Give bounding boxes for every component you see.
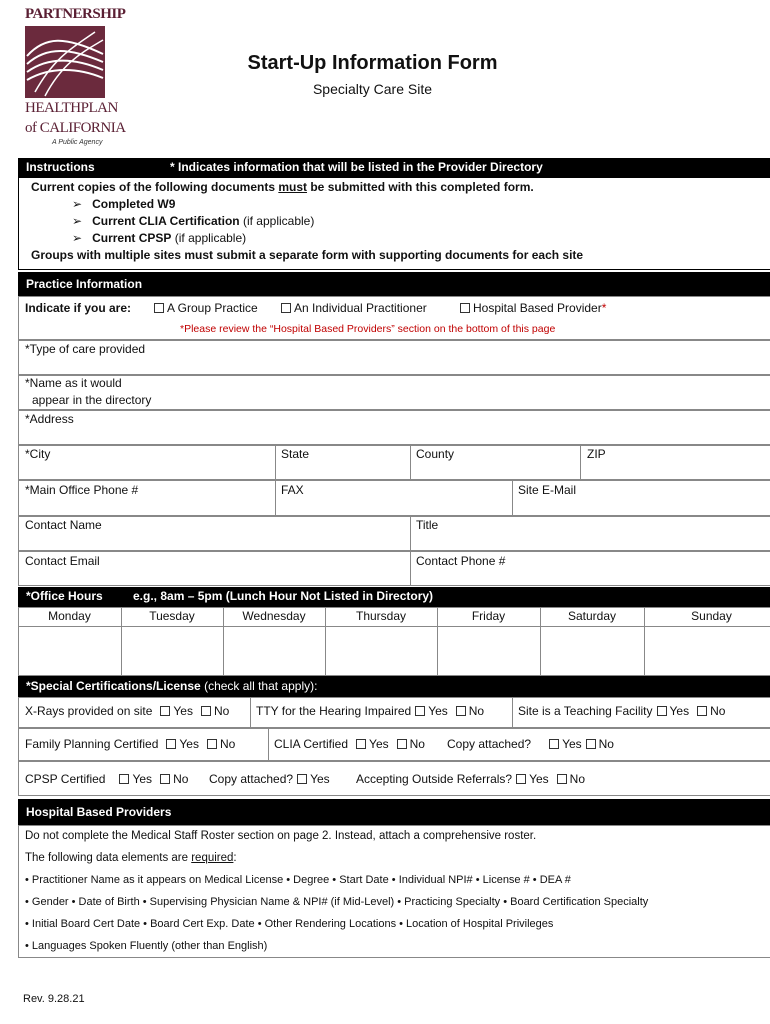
cpsp-yes-checkbox[interactable] <box>119 774 129 784</box>
clia-question: CLIA Certified Yes No <box>274 737 425 751</box>
family-no-checkbox[interactable] <box>207 739 217 749</box>
cpsp-copy-question: Copy attached? Yes <box>209 772 330 786</box>
county-label[interactable]: County <box>416 447 455 461</box>
clia-yes-checkbox[interactable] <box>356 739 366 749</box>
practice-title: Practice Information <box>26 277 143 291</box>
tty-no-checkbox[interactable] <box>456 706 466 716</box>
instructions-label: Instructions <box>26 160 95 174</box>
name-label-line-1: *Name as it would <box>25 376 122 390</box>
address-label: *Address <box>25 412 74 426</box>
bullet-arrow-icon: ➢ <box>72 197 83 211</box>
day-thursday: Thursday <box>355 609 407 623</box>
hospital-elements-row-3: • Initial Board Cert Date • Board Cert Exp. Date • Other Rendering Locations • Location of Hospital Privileges <box>25 918 554 930</box>
day-tuesday: Tuesday <box>149 609 195 623</box>
office-hours-example: e.g., 8am – 5pm (Lunch Hour Not Listed in Directory) <box>133 589 434 603</box>
title-label[interactable]: Title <box>416 518 439 532</box>
tty-yes-checkbox[interactable] <box>415 706 425 716</box>
instructions-item-2: ➢ Current CLIA Certification (if applicable) <box>72 214 315 228</box>
xrays-question: X-Rays provided on site Yes No <box>25 704 230 718</box>
xrays-yes-checkbox[interactable] <box>160 706 170 716</box>
day-wednesday: Wednesday <box>242 609 306 623</box>
office-hours-title: *Office Hours <box>26 589 103 603</box>
teaching-no-checkbox[interactable] <box>697 706 707 716</box>
contact-email-label[interactable]: Contact Email <box>25 554 100 568</box>
address-field[interactable] <box>18 410 770 445</box>
type-of-care-label: *Type of care provided <box>25 342 146 356</box>
logo-line-2: HEALTHPLAN <box>25 100 118 116</box>
phone-label[interactable]: *Main Office Phone # <box>25 483 139 497</box>
contact-phone-label[interactable]: Contact Phone # <box>416 554 506 568</box>
clia-copy-yes-checkbox[interactable] <box>549 739 559 749</box>
logo-tagline: A Public Agency <box>52 139 103 146</box>
checkbox[interactable] <box>460 303 470 313</box>
cpsp-copy-yes-checkbox[interactable] <box>297 774 307 784</box>
review-note: *Please review the “Hospital Based Providers” section on the bottom of this page <box>180 323 556 335</box>
clia-copy-no-checkbox[interactable] <box>586 739 596 749</box>
logo-line-1: PARTNERSHIP <box>25 6 126 22</box>
name-label-line-2: appear in the directory <box>32 393 152 407</box>
page-title: Start-Up Information Form <box>247 52 498 74</box>
certifications-bar: *Special Certifications/License (check all that apply): <box>18 676 770 697</box>
groups-note: Groups with multiple sites must submit a separate form with supporting documents for each site <box>31 248 584 262</box>
page-subtitle: Specialty Care Site <box>312 81 433 97</box>
fax-label[interactable]: FAX <box>281 483 304 497</box>
hospital-line-1: Do not complete the Medical Staff Roster section on page 2. Instead, attach a comprehensive roster. <box>25 830 537 842</box>
contact-name-row <box>18 516 770 551</box>
day-sunday: Sunday <box>691 609 732 623</box>
city-label[interactable]: *City <box>25 447 51 461</box>
xrays-no-checkbox[interactable] <box>201 706 211 716</box>
hospital-elements-row-4: • Languages Spoken Fluently (other than English) <box>25 940 268 952</box>
day-saturday: Saturday <box>567 609 617 623</box>
cpsp-no-checkbox[interactable] <box>160 774 170 784</box>
option-group-practice[interactable]: A Group Practice <box>150 301 258 315</box>
instructions-line-1: Current copies of the following documents must be submitted with this completed form. <box>31 180 534 194</box>
day-monday: Monday <box>48 609 91 623</box>
clia-copy-question: Copy attached? Yes No <box>447 737 614 751</box>
contact-name-label[interactable]: Contact Name <box>25 518 102 532</box>
referrals-yes-checkbox[interactable] <box>516 774 526 784</box>
teaching-yes-checkbox[interactable] <box>657 706 667 716</box>
hospital-bar <box>18 799 770 825</box>
teaching-question: Site is a Teaching Facility Yes No <box>518 704 726 718</box>
office-hours-bar <box>18 587 770 607</box>
practice-bar <box>18 272 770 296</box>
family-planning-question: Family Planning Certified Yes No <box>25 737 236 751</box>
hospital-elements-row-1: • Practitioner Name as it appears on Medical License • Degree • Start Date • Individual NPI# • License # • DEA # <box>25 874 571 886</box>
day-friday: Friday <box>471 609 506 623</box>
hospital-elements-row-2: • Gender • Date of Birth • Supervising Physician Name & NPI# (if Mid-Level) • Practicing Specialty • Board Certification Specialty <box>25 896 649 908</box>
certifications-title: *Special Certifications/License <box>26 679 201 693</box>
tty-question: TTY for the Hearing Impaired Yes No <box>256 704 485 718</box>
logo-line-3: of CALIFORNIA <box>25 120 126 136</box>
state-label[interactable]: State <box>281 447 310 461</box>
referrals-question: Accepting Outside Referrals? Yes No <box>356 772 585 786</box>
directory-note: * Indicates information that will be listed in the Provider Directory <box>170 160 543 174</box>
checkbox[interactable] <box>154 303 164 313</box>
hospital-box <box>18 825 770 958</box>
contact-email-row <box>18 551 770 586</box>
instructions-item-3: ➢ Current CPSP (if applicable) <box>72 231 247 245</box>
referrals-no-checkbox[interactable] <box>557 774 567 784</box>
checkbox[interactable] <box>281 303 291 313</box>
city-row <box>18 445 770 480</box>
hospital-line-2: The following data elements are required: <box>25 852 237 864</box>
hospital-title: Hospital Based Providers <box>26 805 172 819</box>
instructions-item-1: ➢ Completed W9 <box>72 197 176 211</box>
zip-label[interactable]: ZIP <box>587 447 606 461</box>
cpsp-question: CPSP Certified Yes No <box>25 772 189 786</box>
indicate-label: Indicate if you are: <box>25 301 132 315</box>
bullet-arrow-icon: ➢ <box>72 214 83 228</box>
family-yes-checkbox[interactable] <box>166 739 176 749</box>
bullet-arrow-icon: ➢ <box>72 231 83 245</box>
option-hospital-based[interactable]: Hospital Based Provider* <box>456 301 606 315</box>
clia-no-checkbox[interactable] <box>397 739 407 749</box>
option-individual-practitioner[interactable]: An Individual Practitioner <box>277 301 427 315</box>
site-email-label[interactable]: Site E-Mail <box>518 483 577 497</box>
instructions-bar <box>18 158 770 177</box>
revision-label: Rev. 9.28.21 <box>23 993 85 1005</box>
